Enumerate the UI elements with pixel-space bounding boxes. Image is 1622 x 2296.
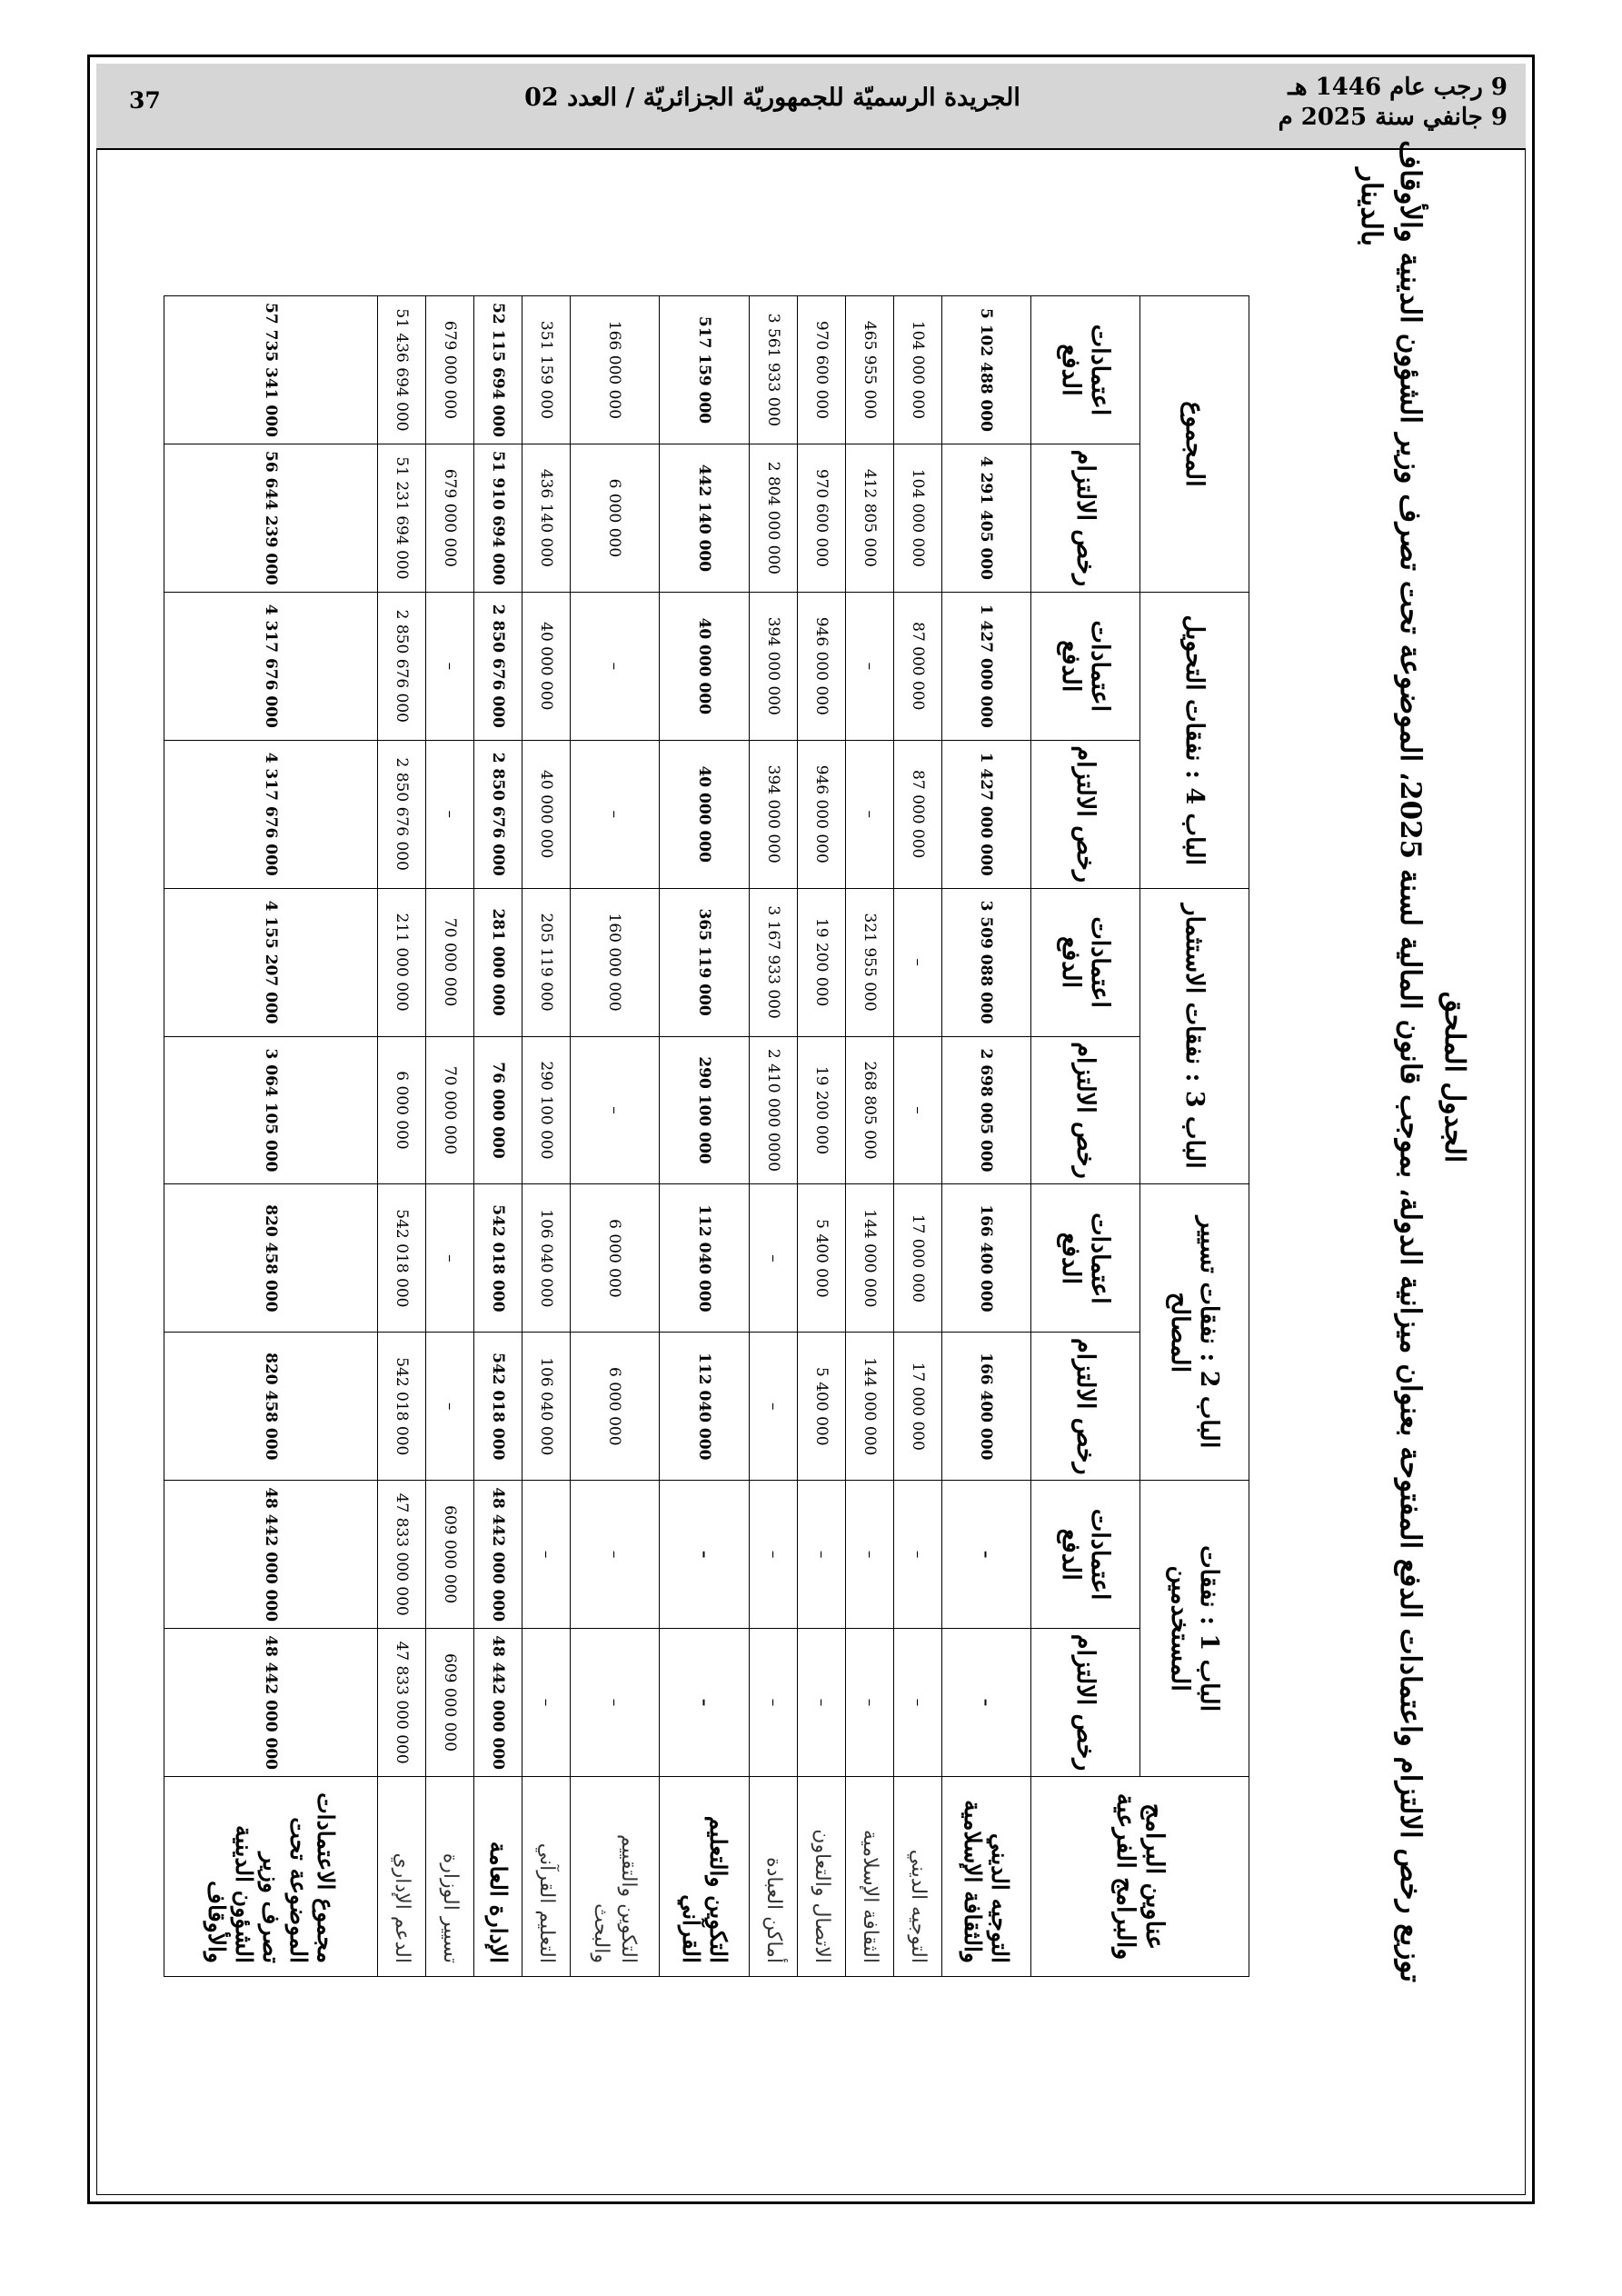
commitment-value-cell: 48 442 000 000 <box>164 1629 378 1777</box>
commitment-value-cell: 1 427 000 000 <box>941 740 1030 888</box>
payment-value-cell: – <box>845 1481 893 1629</box>
commitment-value-cell: 820 458 000 <box>164 1333 378 1481</box>
commitment-value-cell: 48 442 000 000 <box>473 1629 522 1777</box>
payment-value-cell: 40 000 000 <box>522 592 570 740</box>
payment-value-cell: – <box>893 888 941 1036</box>
payment-value-cell: 3 509 088 000 <box>941 888 1030 1036</box>
commitment-value-cell: 268 805 000 <box>845 1036 893 1184</box>
payment-value-cell: 211 000 000 <box>377 888 425 1036</box>
program-title-cell: تسيير الوزارة <box>425 1777 473 1977</box>
payment-value-cell: 3 167 933 000 <box>749 888 797 1036</box>
program-title-cell: أماكن العبادة <box>749 1777 797 1977</box>
date-hijri: 9 رجب عام 1446 هـ <box>1288 74 1508 101</box>
commitment-value-cell: – <box>893 1629 941 1777</box>
payment-value-cell: 679 000 000 <box>425 296 473 444</box>
payment-value-cell: 5 102 488 000 <box>941 296 1030 444</box>
commitment-value-cell: 290 100 000 <box>660 1036 749 1184</box>
payment-value-cell: 970 600 000 <box>797 296 845 444</box>
program-title-cell: التوجيه الديني والثقافة الإسلامية <box>941 1777 1030 1977</box>
subheader-commitment: رخص الالتزام <box>1031 1036 1140 1184</box>
commitment-value-cell: 609 000 000 <box>425 1629 473 1777</box>
commitment-value-cell: – <box>749 1629 797 1777</box>
payment-value-cell: 3 561 933 000 <box>749 296 797 444</box>
commitment-value-cell: – <box>425 740 473 888</box>
commitment-value-cell: – <box>845 740 893 888</box>
payment-value-cell: 87 000 000 <box>893 592 941 740</box>
payment-value-cell: 5 400 000 <box>797 1184 845 1333</box>
payment-value-cell: 144 000 000 <box>845 1184 893 1333</box>
payment-value-cell: – <box>797 1481 845 1629</box>
payment-value-cell: 4 155 207 000 <box>164 888 378 1036</box>
commitment-value-cell: 19 200 000 <box>797 1036 845 1184</box>
payment-value-cell: 166 400 000 <box>941 1184 1030 1333</box>
commitment-value-cell: 76 000 000 <box>473 1036 522 1184</box>
commitment-value-cell: – <box>570 1036 659 1184</box>
commitment-value-cell: – <box>570 740 659 888</box>
payment-value-cell: 517 159 000 <box>660 296 749 444</box>
table-row <box>570 296 659 1977</box>
commitment-value-cell: 970 600 000 <box>797 444 845 592</box>
commitment-value-cell: 946 000 000 <box>797 740 845 888</box>
payment-value-cell: – <box>570 1481 659 1629</box>
commitment-value-cell: 442 140 000 <box>660 444 749 592</box>
program-title-cell: مجموع الاعتمادات الموضوعة تحت تصرف وزير الشؤون الدينية والأوقاف <box>164 1777 378 1977</box>
commitment-value-cell: 5 400 000 <box>797 1333 845 1481</box>
commitment-value-cell: 144 000 000 <box>845 1333 893 1481</box>
header-program-titles: عناوين البرامج والبرامج الفرعية <box>1031 1777 1249 1977</box>
program-title-cell: التعليم القرآني <box>522 1777 570 1977</box>
commitment-value-cell: – <box>845 1629 893 1777</box>
commitment-value-cell: – <box>570 1629 659 1777</box>
payment-value-cell: 542 018 000 <box>377 1184 425 1333</box>
program-title-cell: الثقافة الإسلامية <box>845 1777 893 1977</box>
payment-value-cell: 51 436 694 000 <box>377 296 425 444</box>
table-row <box>164 296 378 1977</box>
commitment-value-cell: 17 000 000 <box>893 1333 941 1481</box>
table-row <box>941 296 1030 1977</box>
payment-value-cell: 112 040 000 <box>660 1184 749 1333</box>
payment-value-cell: 48 442 000 000 <box>473 1481 522 1629</box>
payment-value-cell: 205 119 000 <box>522 888 570 1036</box>
payment-value-cell: – <box>941 1481 1030 1629</box>
payment-value-cell: 2 850 676 000 <box>473 592 522 740</box>
table-row <box>425 296 473 1977</box>
header-chapter-2: الباب 2 : نفقات تسيير المصالح <box>1140 1184 1249 1481</box>
annex-rotated-area <box>145 140 1481 1986</box>
commitment-value-cell: – <box>522 1629 570 1777</box>
payment-value-cell: 160 000 000 <box>570 888 659 1036</box>
commitment-value-cell: 6 000 000 <box>570 444 659 592</box>
subheader-payment: اعتمادات الدفع <box>1031 1481 1140 1629</box>
payment-value-cell: – <box>425 1184 473 1333</box>
issue-date <box>1279 73 1508 133</box>
payment-value-cell: 40 000 000 <box>660 592 749 740</box>
commitment-value-cell: 2 804 000 000 <box>749 444 797 592</box>
commitment-value-cell: – <box>749 1333 797 1481</box>
payment-value-cell: 57 735 341 000 <box>164 296 378 444</box>
table-row <box>749 296 797 1977</box>
payment-value-cell: – <box>749 1184 797 1333</box>
payment-value-cell: 52 115 694 000 <box>473 296 522 444</box>
payment-value-cell: 465 955 000 <box>845 296 893 444</box>
table-row <box>522 296 570 1977</box>
payment-value-cell: 394 000 000 <box>749 592 797 740</box>
payment-value-cell: 365 119 000 <box>660 888 749 1036</box>
date-gregorian: 9 جانفي سنة 2025 م <box>1278 104 1508 131</box>
commitment-value-cell: 104 000 000 <box>893 444 941 592</box>
payment-value-cell: 820 458 000 <box>164 1184 378 1333</box>
commitment-value-cell: 542 018 000 <box>377 1333 425 1481</box>
payment-value-cell: 946 000 000 <box>797 592 845 740</box>
commitment-value-cell: 70 000 000 <box>425 1036 473 1184</box>
payment-value-cell: 166 000 000 <box>570 296 659 444</box>
commitment-value-cell: 290 100 000 <box>522 1036 570 1184</box>
table-row <box>660 296 749 1977</box>
header-total: المجموع <box>1140 296 1249 593</box>
subheader-payment: اعتمادات الدفع <box>1031 1184 1140 1333</box>
table-row <box>377 296 425 1977</box>
subheader-commitment: رخص الالتزام <box>1031 1629 1140 1777</box>
budget-table <box>164 295 1249 1977</box>
journal-title: الجريدة الرسميّة للجمهوريّة الجزائريّة / العدد 02 <box>524 84 1020 112</box>
payment-value-cell: 106 040 000 <box>522 1184 570 1333</box>
subheader-payment: اعتمادات الدفع <box>1031 592 1140 740</box>
program-title-cell: التكوين والتعليم القرآني <box>660 1777 749 1977</box>
commitment-value-cell: 47 833 000 000 <box>377 1629 425 1777</box>
payment-value-cell: 4 317 676 000 <box>164 592 378 740</box>
commitment-value-cell: 40 000 000 <box>660 740 749 888</box>
payment-value-cell: 48 442 000 000 <box>164 1481 378 1629</box>
commitment-value-cell: 51 910 694 000 <box>473 444 522 592</box>
commitment-value-cell: 2 850 676 000 <box>377 740 425 888</box>
program-title-cell: الاتصال والتعاون <box>797 1777 845 1977</box>
program-title-cell: الدعم الإداري <box>377 1777 425 1977</box>
table-row <box>473 296 522 1977</box>
header-chapter-1: الباب 1 : نفقات المستخدمين <box>1140 1481 1249 1777</box>
program-title-cell: الإدارة العامة <box>473 1777 522 1977</box>
program-title-cell: التوجيه الديني <box>893 1777 941 1977</box>
commitment-value-cell: – <box>660 1629 749 1777</box>
commitment-value-cell: 2 410 000 0000 <box>749 1036 797 1184</box>
commitment-value-cell: 2 698 005 000 <box>941 1036 1030 1184</box>
commitment-value-cell: 51 231 694 000 <box>377 444 425 592</box>
subheader-commitment: رخص الالتزام <box>1031 444 1140 592</box>
commitment-value-cell: 2 850 676 000 <box>473 740 522 888</box>
payment-value-cell: 2 850 676 000 <box>377 592 425 740</box>
commitment-value-cell: – <box>893 1036 941 1184</box>
commitment-value-cell: 112 040 000 <box>660 1333 749 1481</box>
payment-value-cell: 1 427 000 000 <box>941 592 1030 740</box>
payment-value-cell: – <box>570 592 659 740</box>
commitment-value-cell: 679 000 000 <box>425 444 473 592</box>
payment-value-cell: 281 000 000 <box>473 888 522 1036</box>
commitment-value-cell: 166 400 000 <box>941 1333 1030 1481</box>
commitment-value-cell: – <box>797 1629 845 1777</box>
program-title-cell: التكوين والتقييم والبحث <box>570 1777 659 1977</box>
commitment-value-cell: 542 018 000 <box>473 1333 522 1481</box>
payment-value-cell: 321 955 000 <box>845 888 893 1036</box>
payment-value-cell: 104 000 000 <box>893 296 941 444</box>
payment-value-cell: – <box>522 1481 570 1629</box>
table-row <box>797 296 845 1977</box>
table-body <box>164 296 1031 1977</box>
header-chapter-4: الباب 4 : نفقات التحويل <box>1140 592 1249 888</box>
commitment-value-cell: 3 064 105 000 <box>164 1036 378 1184</box>
payment-value-cell: – <box>749 1481 797 1629</box>
payment-value-cell: – <box>660 1481 749 1629</box>
commitment-value-cell: 40 000 000 <box>522 740 570 888</box>
payment-value-cell: – <box>845 592 893 740</box>
commitment-value-cell: 394 000 000 <box>749 740 797 888</box>
payment-value-cell: 609 000 000 <box>425 1481 473 1629</box>
table-row <box>893 296 941 1977</box>
table-row <box>845 296 893 1977</box>
commitment-value-cell: 436 140 000 <box>522 444 570 592</box>
currency-unit: بالدينار <box>1355 168 1388 247</box>
commitment-value-cell: 6 000 000 <box>570 1333 659 1481</box>
commitment-value-cell: 4 291 405 000 <box>941 444 1030 592</box>
subheader-commitment: رخص الالتزام <box>1031 740 1140 888</box>
payment-value-cell: 70 000 000 <box>425 888 473 1036</box>
header-chapter-3: الباب 3 : نفقات الاستثمار <box>1140 888 1249 1184</box>
commitment-value-cell: 106 040 000 <box>522 1333 570 1481</box>
subheader-payment: اعتمادات الدفع <box>1031 888 1140 1036</box>
commitment-value-cell: 4 317 676 000 <box>164 740 378 888</box>
commitment-value-cell: – <box>941 1629 1030 1777</box>
subheader-commitment: رخص الالتزام <box>1031 1333 1140 1481</box>
payment-value-cell: 47 833 000 000 <box>377 1481 425 1629</box>
annex-title: توزيع رخص الالتزام واعتمادات الدفع المفتوحة بعنوان ميزانية الدولة، بموجب قانون المالية لسنة 2025، الموضوعة تحت تصرف وزير الشؤون الدينية والأوقاف <box>1394 140 1427 1982</box>
payment-value-cell: 19 200 000 <box>797 888 845 1036</box>
page-number: 37 <box>129 87 161 114</box>
subheader-payment: اعتمادات الدفع <box>1031 296 1140 444</box>
commitment-value-cell: 56 644 239 000 <box>164 444 378 592</box>
payment-value-cell: – <box>893 1481 941 1629</box>
payment-value-cell: – <box>425 592 473 740</box>
annex-label: الجدول الملحق <box>1438 991 1470 1163</box>
commitment-value-cell: 6 000 000 <box>377 1036 425 1184</box>
payment-value-cell: 6 000 000 <box>570 1184 659 1333</box>
payment-value-cell: 351 159 000 <box>522 296 570 444</box>
commitment-value-cell: 87 000 000 <box>893 740 941 888</box>
payment-value-cell: 17 000 000 <box>893 1184 941 1333</box>
commitment-value-cell: 412 805 000 <box>845 444 893 592</box>
payment-value-cell: 542 018 000 <box>473 1184 522 1333</box>
commitment-value-cell: – <box>425 1333 473 1481</box>
